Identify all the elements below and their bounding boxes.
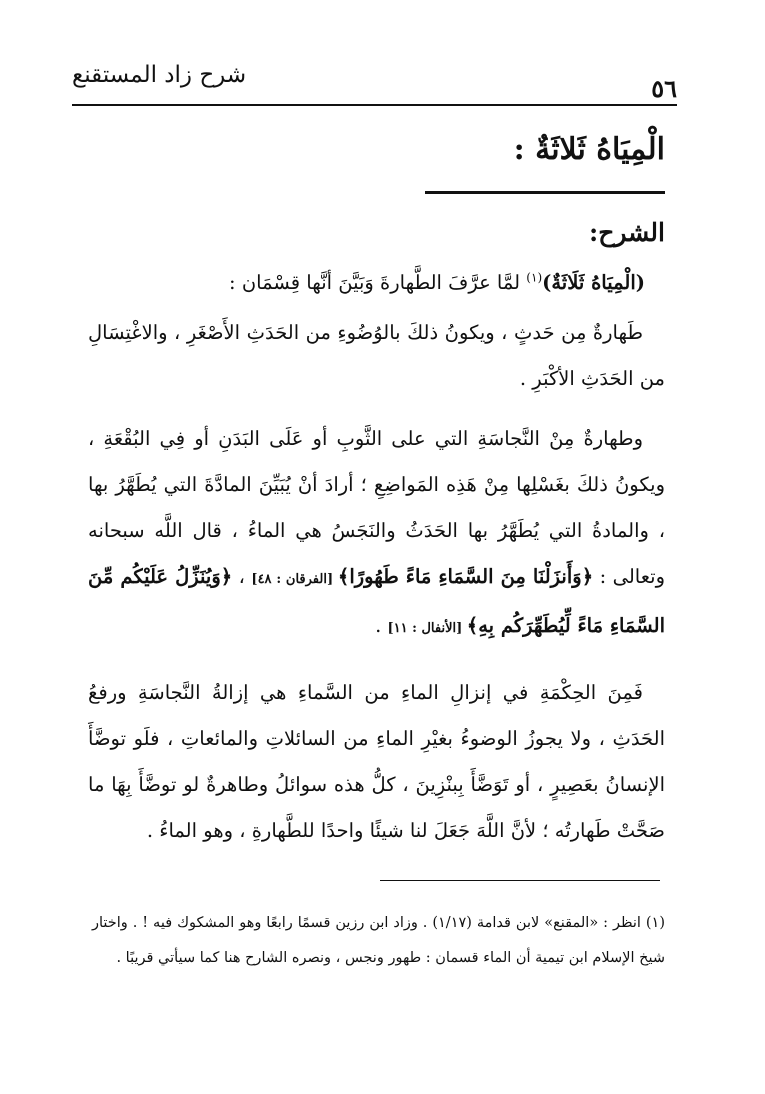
book-title: شرح زاد المستقنع xyxy=(72,62,247,88)
surah-citation: [الأنفال : ١١] xyxy=(387,621,467,636)
footnote-ref: (١) xyxy=(526,270,543,285)
quran-verse: ﴿وَأَنزَلْنَا مِنَ السَّمَاءِ مَاءً طَهُورًا﴾ xyxy=(337,565,594,588)
quran-verse: ﴿وَيُنَزِّلُ عَلَيْكُم مِّنَ السَّمَاءِ مَاءً لِّيُطَهِّرَكُم بِهِ﴾ xyxy=(88,565,665,637)
paragraph-text: وطهارةٌ مِنْ النَّجاسَةِ التي على الثَّوبِ أو عَلَى البَدَنِ أو فِي البُقْعَةِ ، ويكونُ ذلكَ بغَسْلِها مِنْ هَذِه المَواضِعِ ؛ أرادَ أنْ يُبَيِّنَ المادَّةَ التي يُطَهَّرُ بها ، والمادةُ التي يُطَهَّرُ بها الحَدَثُ والنَجَسُ هي الماءُ ، قال اللَّه سبحانه وتعالى : xyxy=(88,427,665,588)
matn-divider xyxy=(425,191,665,194)
header-divider xyxy=(72,104,677,106)
quoted-matn: (الْمِيَاهُ ثَلَاثَةٌ) xyxy=(542,271,645,294)
separator: . xyxy=(375,614,388,637)
page-number: ٥٦ xyxy=(651,74,677,103)
paragraph-intro xyxy=(88,260,665,306)
separator: ، xyxy=(232,565,252,588)
sharh-body xyxy=(88,208,665,872)
sharh-label: الشرح: xyxy=(588,218,665,247)
matn-heading: الْمِيَاهُ ثَلاثَةٌ : xyxy=(513,132,665,167)
paragraph-hikma: فَمِنَ الحِكْمَةِ في إنزالِ الماءِ من السَّماءِ هي إزالةُ النَّجاسَةِ ورفعُ الحَدَثِ ، ولا يجوزُ الوضوءُ بغيْرِ الماءِ من السائلاتِ والمائعاتِ ، فلَو توضَّأَ الإنسانُ بعَصِيرٍ ، أو تَوَضَّأَ بِبنْزِينَ ، كلُّ هذه سوائلُ وطاهرةٌ لو توضَّأَ بِهَا ما صَحَّتْ طَهارتُه ؛ لأنَّ اللَّهَ جَعَلَ لنا شيئًا واحدًا للطَّهارةِ ، وهو الماءُ . xyxy=(88,681,665,842)
paragraph-hadath: طَهارةٌ مِن حَدثٍ ، ويكونُ ذلكَ بالوُضُوءِ من الحَدَثِ الأَصْغَرِ ، والاغْتِسَالِ من الحَدَثِ الأكْبَرِ . xyxy=(88,321,665,390)
footnote-divider xyxy=(380,880,660,881)
paragraph-najasa xyxy=(88,416,665,652)
footnote: (١) انظر : «المقنع» لابن قدامة (١/١٧) . وزاد ابن رزين قسمًا رابعًا وهو المشكوك فيه ! . واختار شيخ الإسلام ابن تيمية أن الماء قسمان : طهور ونجس ، ونصره الشارح هنا كما سيأتي قريبًا . xyxy=(92,915,665,966)
surah-citation: [الفرقان : ٤٨] xyxy=(251,572,338,587)
paragraph-text: لمَّا عرَّفَ الطَّهارةَ وَبَيَّنَ أنَّها قِسْمَان : xyxy=(229,271,527,294)
running-header xyxy=(72,60,677,104)
